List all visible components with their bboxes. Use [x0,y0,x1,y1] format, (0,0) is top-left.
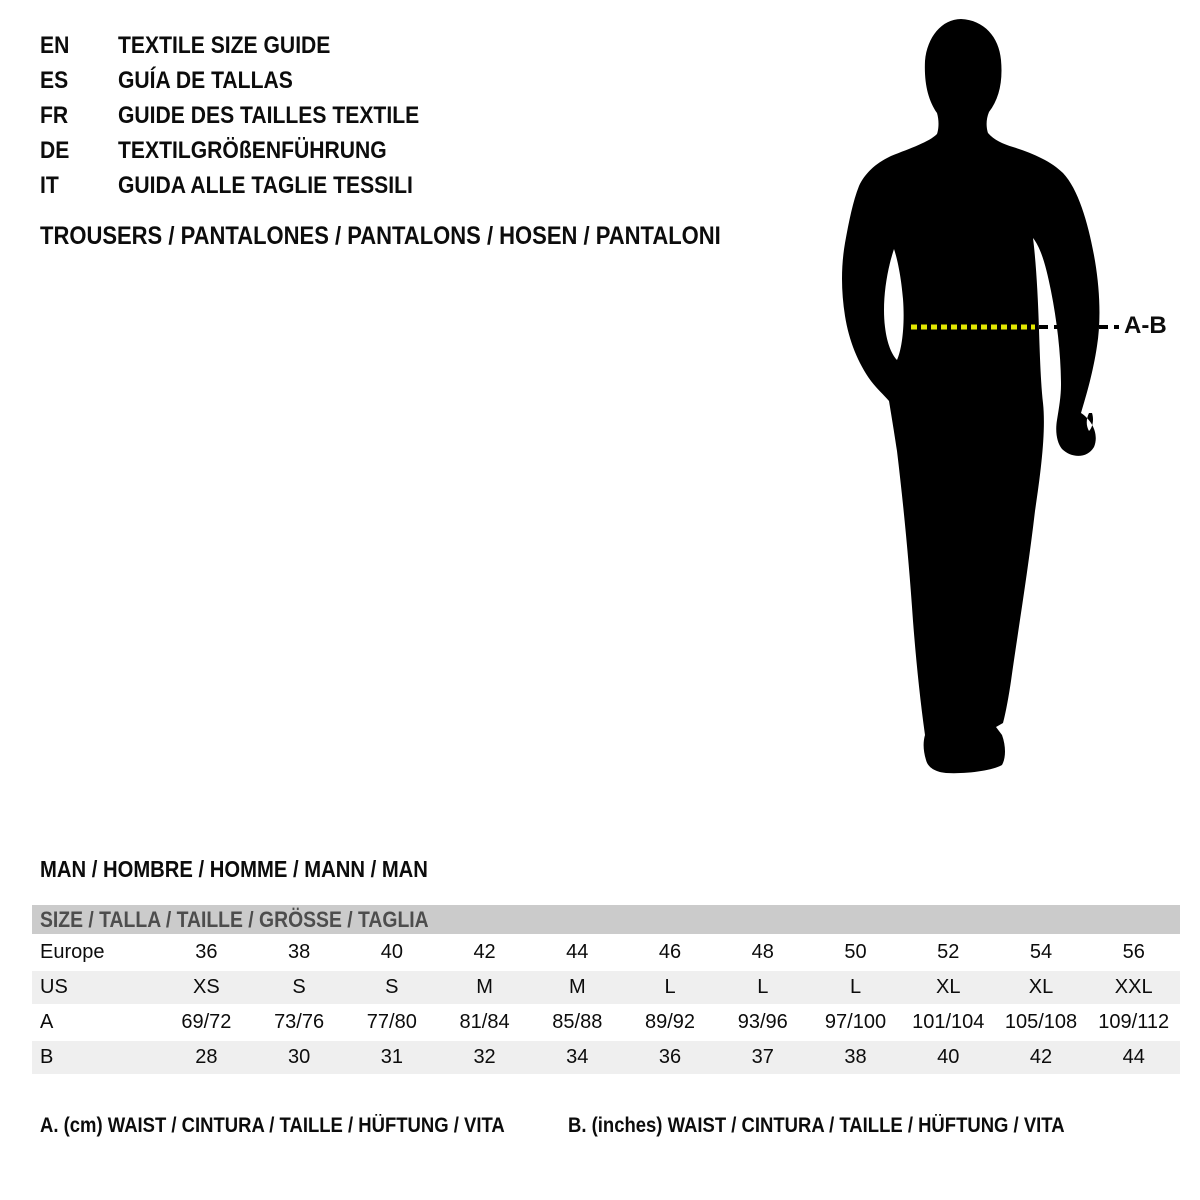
size-cell: 93/96 [737,1011,788,1033]
size-cell: 97/100 [824,1011,887,1033]
size-cell: 48 [751,941,774,963]
size-table-header-label: SIZE / TALLA / TAILLE / GRÖSSE / TAGLIA [40,906,429,932]
size-row-europe [32,936,1180,969]
size-cell: S [292,976,306,998]
size-cell: 40 [937,1046,960,1068]
language-code: IT [40,171,59,199]
size-cell: 73/76 [274,1011,325,1033]
size-row-a [32,1006,1180,1039]
size-cell: 28 [195,1046,218,1068]
size-cell: 44 [1122,1046,1145,1068]
size-cell: 40 [380,941,403,963]
language-guide-title: GUIDA ALLE TAGLIE TESSILI [118,171,413,199]
language-code: DE [40,136,70,164]
size-row-us [32,971,1180,1004]
size-cell: M [476,976,493,998]
category-title: TROUSERS / PANTALONES / PANTALONS / HOSEN / PANTALONI [40,222,721,250]
size-cell: 30 [287,1046,311,1068]
language-code: EN [40,31,70,59]
size-cell: XS [193,976,220,998]
size-cell: 54 [1029,941,1053,963]
row-label: B [40,1046,54,1068]
size-cell: 37 [751,1046,774,1068]
size-cell: 31 [380,1046,403,1068]
size-cell: 34 [566,1046,589,1068]
size-cell: 105/108 [1004,1011,1078,1033]
size-cell: XXL [1114,976,1153,998]
row-label: Europe [40,941,105,963]
section-title-man: MAN / HOMBRE / HOMME / MANN / MAN [40,856,428,882]
size-cell: 32 [473,1046,496,1068]
size-table-body [32,936,1180,1074]
size-cell: S [385,976,399,998]
measurement-note-a: A. (cm) WAIST / CINTURA / TAILLE / HÜFTUNG / VITA [40,1114,505,1137]
size-cell: 36 [195,941,218,963]
size-cell: 89/92 [645,1011,696,1033]
size-table [32,905,1180,1076]
size-cell: 42 [1029,1046,1053,1068]
size-cell: 38 [844,1046,867,1068]
size-cell: L [849,976,862,998]
size-cell: 42 [473,941,496,963]
size-cell: 101/104 [912,1011,985,1033]
size-cell: 52 [937,941,960,963]
language-code: ES [40,66,69,94]
language-guide-title: TEXTILGRÖßENFÜHRUNG [118,136,387,164]
measurement-notes [40,1114,1132,1145]
row-label: US [40,976,68,998]
language-guide-title: GUÍA DE TALLAS [118,66,293,94]
size-cell: M [568,976,586,998]
size-cell: 69/72 [181,1011,232,1033]
language-guide-title: TEXTILE SIZE GUIDE [118,31,331,59]
size-cell: 109/112 [1098,1011,1170,1033]
size-cell: 77/80 [366,1011,417,1033]
row-label: A [40,1011,54,1033]
size-cell: 36 [658,1046,682,1068]
size-row-b [32,1041,1180,1074]
measurement-note-b: B. (inches) WAIST / CINTURA / TAILLE / HÜFTUNG / VITA [568,1114,1065,1137]
size-cell: 81/84 [459,1011,510,1033]
size-cell: XL [936,976,961,998]
size-table-header [32,905,1180,934]
size-cell: L [757,976,769,998]
size-cell: 44 [566,941,589,963]
language-code: FR [40,101,69,129]
size-cell: L [664,976,676,998]
measurement-label-ab: A-B [1124,312,1167,339]
man-silhouette [842,19,1099,773]
language-guide-title: GUIDE DES TAILLES TEXTILE [118,101,420,129]
size-cell: 46 [658,941,682,963]
size-cell: 38 [287,941,311,963]
size-cell: 50 [844,941,867,963]
size-cell: 56 [1122,941,1145,963]
size-cell: 85/88 [552,1011,603,1033]
size-cell: XL [1028,976,1054,998]
